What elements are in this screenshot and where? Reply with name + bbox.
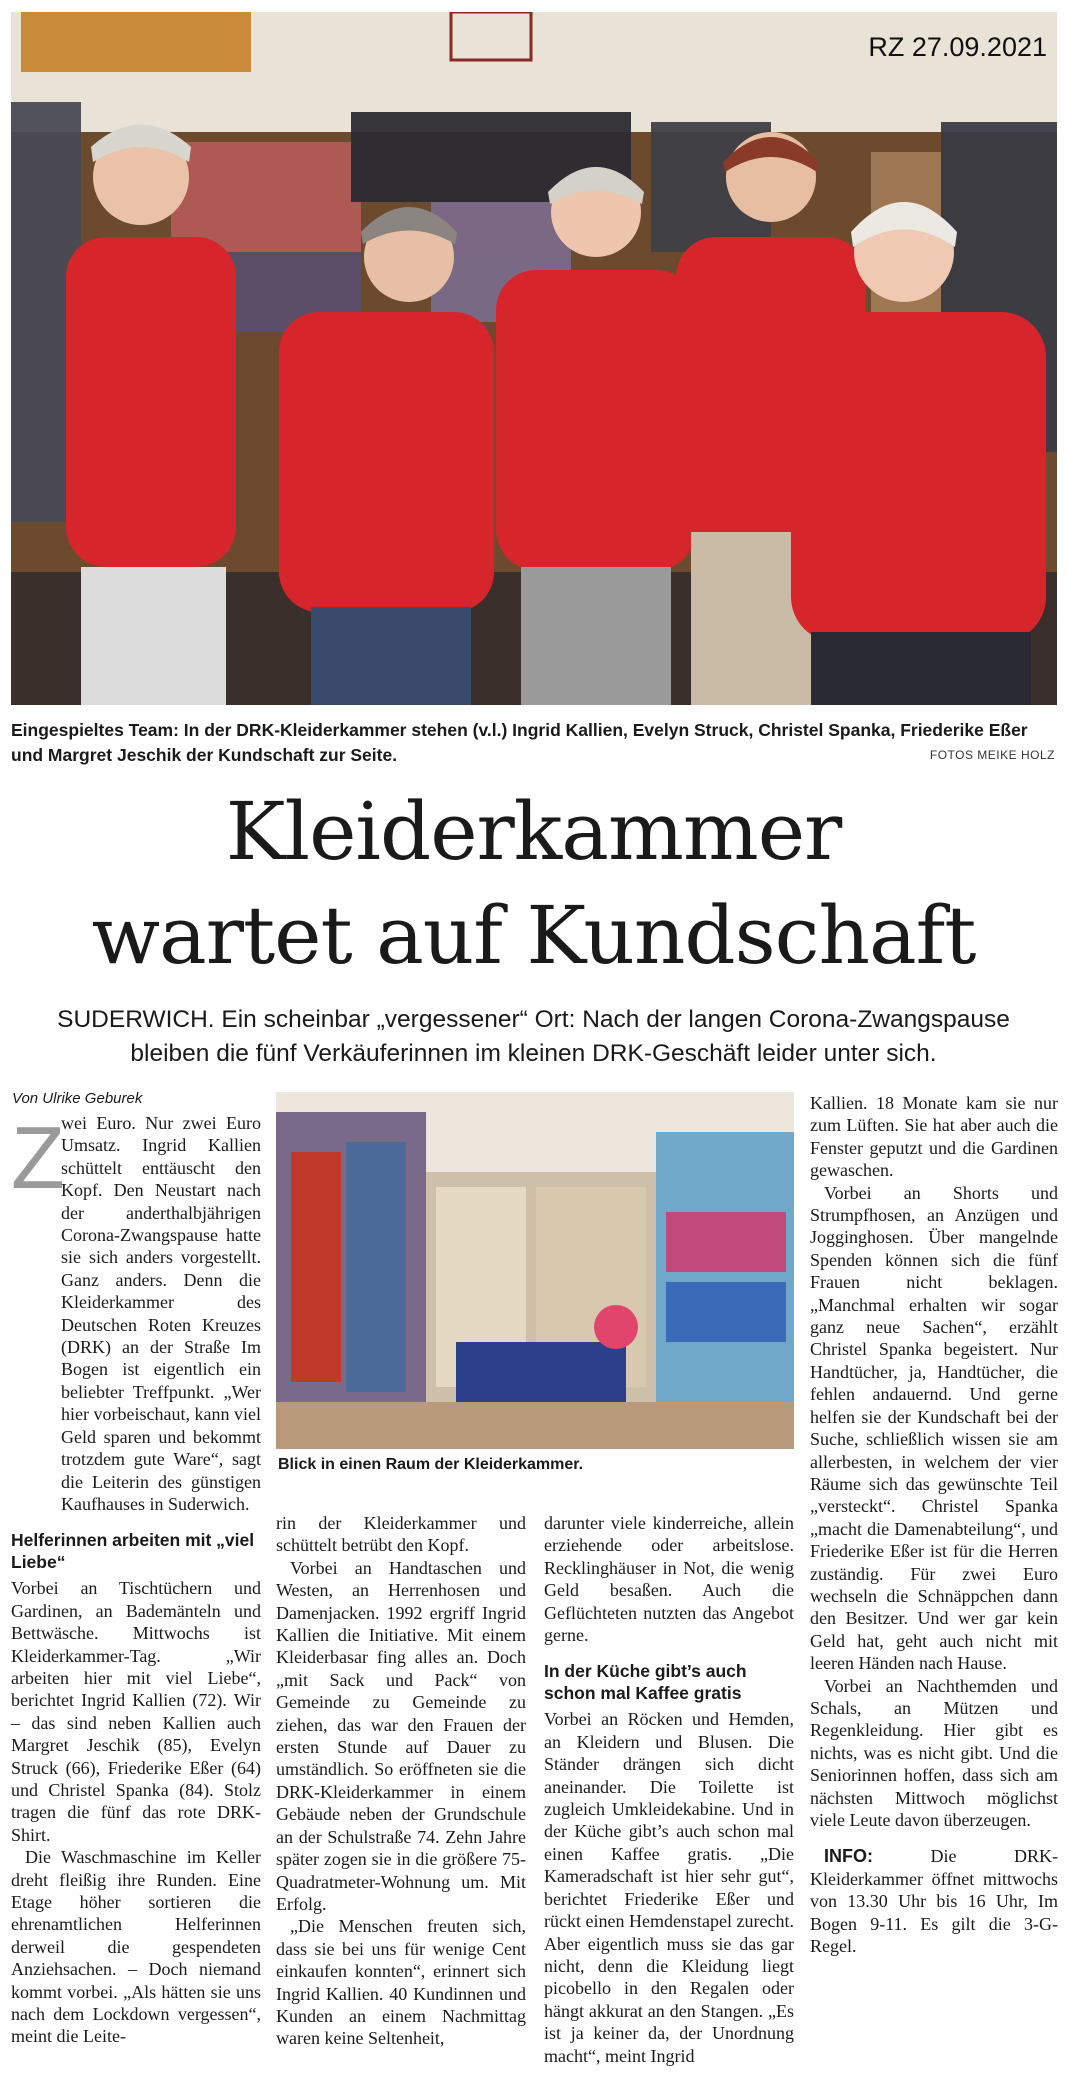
lead-paragraph: wei Euro. Nur zwei Euro Umsatz. Ingrid Kallien schüttelt enttäuscht den Kopf. Den Neustart nach der anderthalbjährigen Corona-Zwangspause hatte sie sich anders vorgestellt. Ganz anders. Denn die Kleiderkammer des Deutschen Roten Kreuzes (DRK) an der Straße Im Bogen ist eigentlich ein beliebter Treffpunkt. „Wer hier vorbeischaut, kann viel Geld sparen und bekommt trotzdem gute Ware“, sagt die Leiterin des günstigen Kaufhauses in Suderwich. — [61, 1113, 261, 1514]
subheading-helpers: Helferinnen arbeiten mit „viel Liebe“ — [11, 1530, 255, 1573]
team-photo — [11, 12, 1057, 705]
byline: Von Ulrike Geburek — [12, 1090, 143, 1107]
info-box — [810, 1845, 1058, 1957]
paragraph: Kallien. 18 Monate kam sie nur zum Lüften. Sie hat aber auch die Fenster geputzt und die Gardinen gewaschen. — [810, 1093, 1058, 1181]
paragraph: Vorbei an Handtaschen und Westen, an Herrenhosen und Damenjacken. 1992 ergriff Ingrid Kallien die Initiative. Mit einem Kleiderbasar fing alles an. Doch „mit Sack und Pack“ von Gemeinde zu Gemeinde zu ziehen, das war den Frauen der ersten Stunde auf Dauer zu umständlich. So eröffneten sie die DRK-Kleiderkammer in einem Gebäude neben der Grundschule an der Schulstraße 74. Zehn Jahre später zogen sie in die größere 75-Quadratmeter-Wohnung um. Mit Erfolg. — [276, 1557, 526, 1914]
photo-credit: FOTOS MEIKE HOLZ — [929, 748, 1055, 762]
paragraph: darunter viele kinderreiche, allein erziehende oder arbeitslose. Recklinghäuser in Not, die wenig Geld besaßen. Auch die Geflüchteten nutzten das Angebot gerne. — [544, 1513, 794, 1646]
paragraph: rin der Kleiderkammer und schüttelt betrübt den Kopf. — [276, 1513, 526, 1556]
info-text: Die DRK-Kleiderkammer öffnet mittwochs von 13.30 Uhr bis 16 Uhr, Im Bogen 9-11. Es gilt die 3-G-Regel. — [810, 1846, 1058, 1957]
date-stamp: RZ 27.09.2021 — [868, 32, 1047, 62]
paragraph: Vorbei an Shorts und Strumpfhosen, an Anzügen und Jogginghosen. Über mangelnde Spenden können sich die fünf Frauen nicht beklagen. „Manchmal erhalten wir sogar ganz neue Sachen“, erzählt Christel Spanka begeistert. Nur Handtücher, ja, Handtücher, die fehlen andauernd. Und gerne helfen sie der Kundschaft bei der Suche, schließlich wissen sie am allerbesten, in welchem der vier Räume sich das gewünschte Teil „versteckt“. Christel Spanka „macht die Damenabteilung“, und Friederike Eßer ist für die Herren zuständig. Für zwei Euro wechseln die Schnäppchen dann den Besitzer. Und wer gar kein Geld hat, geht auch nicht mit leeren Händen nach Hause. — [810, 1182, 1058, 1674]
room-photo-caption: Blick in einen Raum der Kleiderkammer. — [278, 1456, 584, 1473]
info-label: INFO: — [824, 1846, 873, 1867]
room-photo-illustration — [276, 1092, 794, 1449]
headline — [0, 780, 1067, 988]
photo-caption: Eingespieltes Team: In der DRK-Kleiderkammer stehen (v.l.) Ingrid Kallien, Evelyn Struck, Christel Spanka, Friederike Eßer und Margret Jeschik der Kundschaft zur Seite. — [11, 720, 1028, 765]
headline-line-2: wartet auf Kundschaft — [91, 889, 976, 982]
room-photo — [276, 1092, 794, 1449]
paragraph: Die Waschmaschine im Keller dreht fleißig ihre Runden. Eine Etage höher sortieren die ehrenamtlichen Helferinnen derweil die gespendeten Anziehsachen. – Doch niemand kommt vorbei. „Als hätten sie uns nach dem Lockdown vergessen“, meint die Leite- — [11, 1847, 261, 2047]
paragraph: „Die Menschen freuten sich, dass sie bei uns für wenige Cent einkaufen konnten“, erinnert sich Ingrid Kallien. 40 Kundinnen und Kunden an einem Nachmittag waren keine Seltenheit, — [276, 1916, 526, 2049]
article-column-1 — [11, 1108, 261, 2048]
drop-cap: Z — [11, 1108, 65, 1207]
article-column-4 — [810, 1092, 1058, 1957]
paragraph: Vorbei an Röcken und Hemden, an Kleidern und Blusen. Die Ständer drängen sich dicht aneinander. Die Toilette ist zugleich Umkleidekabine. Und in der Küche gibt’s auch schon mal einen Kaffee gratis. „Die Kameradschaft ist hier sehr gut“, berichtet Friederike Eßer und rückt einen Hemdenstapel zurecht. Aber eigentlich muss sie das gar nicht, denn die Kleidung liegt picobello in den Regalen oder hängt akkurat an den Stangen. „Es ist ja keiner da, der Unordnung macht“, meint Ingrid — [544, 1709, 794, 2066]
subheading-kitchen: In der Küche gibt’s auch schon mal Kaffee gratis — [544, 1661, 747, 1704]
paragraph: Vorbei an Tischtüchern und Gardinen, an Bademänteln und Bettwäsche. Mittwochs ist Kleiderkammer-Tag. „Wir arbeiten hier mit viel Liebe“, berichtet Ingrid Kallien (72). Wir – das sind neben Kallien auch Margret Jeschik (85), Evelyn Struck (66), Friederike Eßer (64) und Christel Spanka (84). Stolz tragen die fünf das rote DRK-Shirt. — [11, 1578, 261, 1845]
paragraph: Vorbei an Nachthemden und Schals, an Mützen und Regenkleidung. Hier gibt es nichts, was es nicht gibt. Und die Seniorinnen hoffen, dass sich am nächsten Mittwoch möglichst viele Leute davon überzeugen. — [810, 1675, 1058, 1830]
article-column-3 — [544, 1512, 794, 2067]
intro-teaser: SUDERWICH. Ein scheinbar „vergessener“ Ort: Nach der langen Corona-Zwangspause bleiben die fünf Verkäuferinnen im kleinen DRK-Geschäft leider unter sich. — [57, 1006, 1010, 1067]
headline-line-1: Kleiderkammer — [225, 785, 842, 878]
team-photo-illustration — [11, 12, 1057, 705]
article-column-2 — [276, 1512, 526, 2050]
